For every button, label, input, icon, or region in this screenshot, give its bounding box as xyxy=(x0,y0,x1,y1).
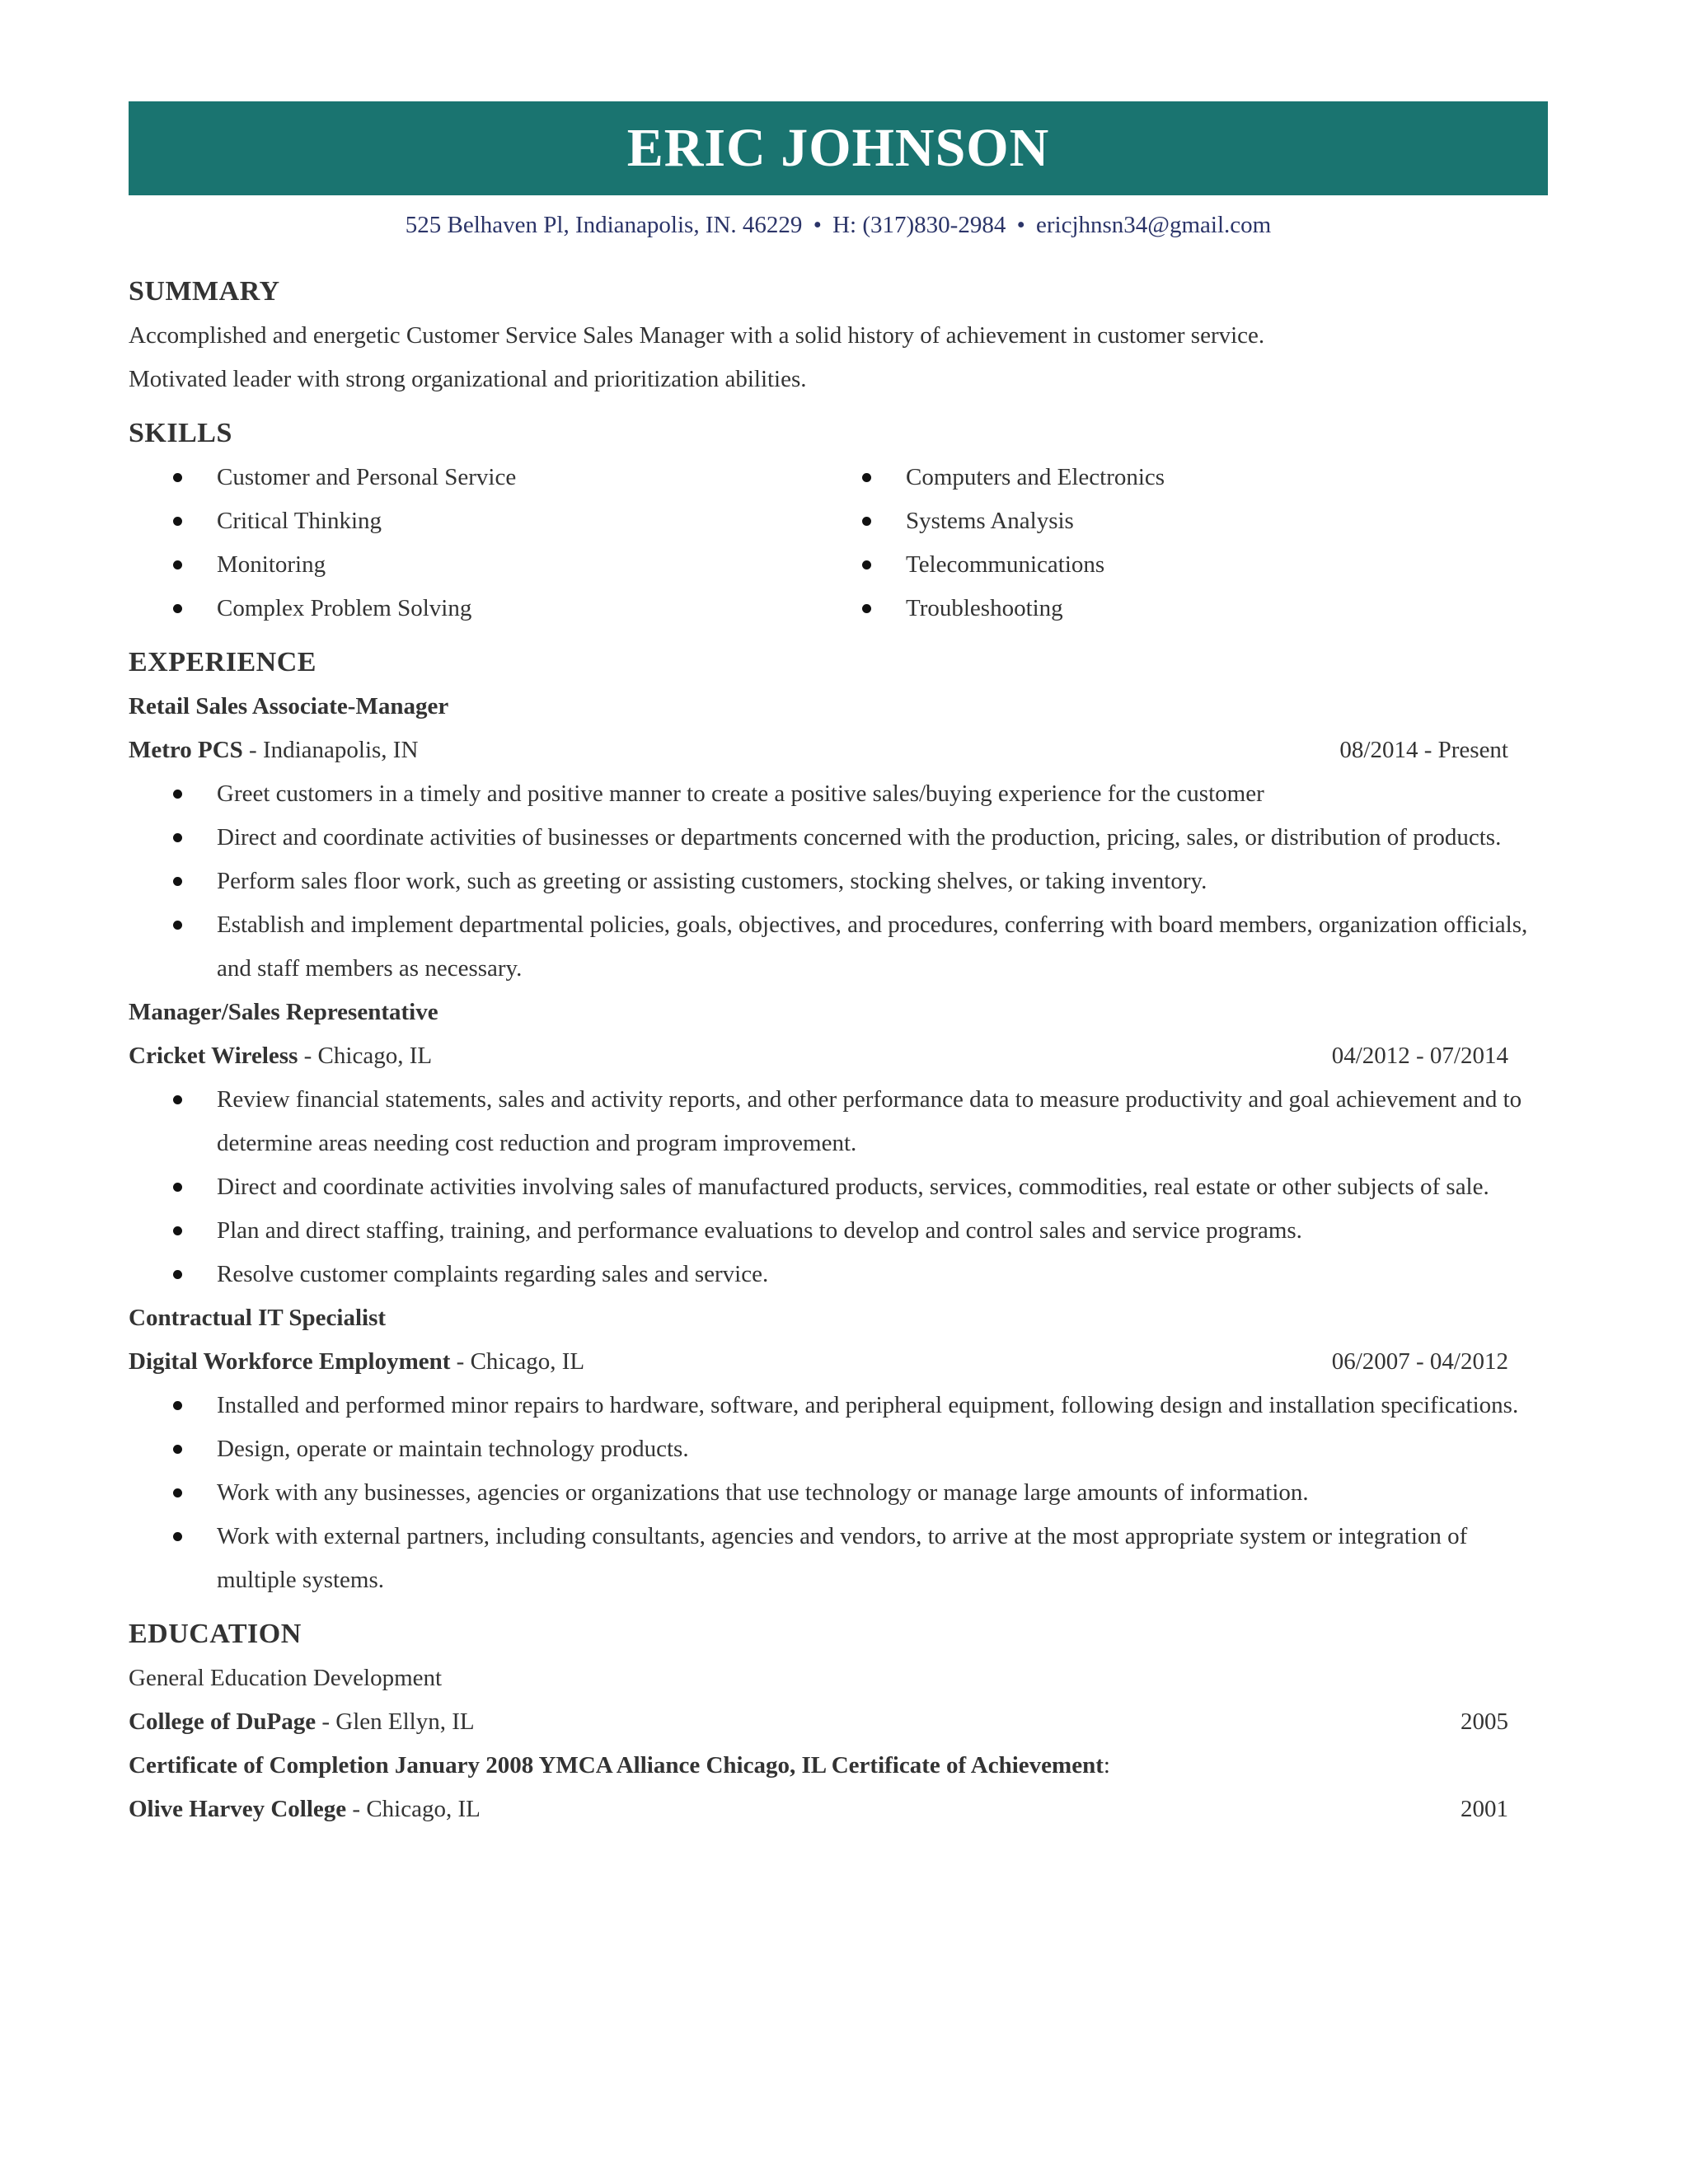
job-bullet: Greet customers in a timely and positive manner to create a positive sales/buying experience for the customer xyxy=(129,772,1548,816)
job-bullet: Plan and direct staffing, training, and performance evaluations to develop and control sales and service programs. xyxy=(129,1209,1548,1253)
skill-item: Critical Thinking xyxy=(129,499,818,543)
job-company: Cricket Wireless xyxy=(129,1043,298,1069)
job-bullet: Perform sales floor work, such as greeting or assisting customers, stocking shelves, or taking inventory. xyxy=(129,860,1548,903)
job-bullet: Installed and performed minor repairs to hardware, software, and peripheral equipment, following design and installation specifications. xyxy=(129,1384,1548,1427)
job-company-row xyxy=(129,1340,1508,1384)
candidate-name: ERIC JOHNSON xyxy=(626,118,1050,178)
skill-item: Computers and Electronics xyxy=(818,456,1507,499)
education-degree: General Education Development xyxy=(129,1665,443,1691)
education-year: 2001 xyxy=(1461,1796,1508,1822)
skill-item: Troubleshooting xyxy=(818,587,1507,630)
job-bullet: Establish and implement departmental policies, goals, objectives, and procedures, conferring with board members, organization officials, and staff members as necessary. xyxy=(129,903,1548,991)
job-location: - Chicago, IL xyxy=(298,1043,433,1069)
skills-list xyxy=(129,456,1548,630)
education-entry xyxy=(129,1744,1548,1831)
skill-item: Systems Analysis xyxy=(818,499,1507,543)
job-company: Metro PCS xyxy=(129,737,243,763)
job-dates: 06/2007 - 04/2012 xyxy=(1331,1348,1508,1375)
education-degree: Certificate of Completion January 2008 YMCA Alliance Chicago, IL Certificate of Achievement xyxy=(129,1752,1104,1779)
job-title: Retail Sales Associate-Manager xyxy=(129,693,449,719)
job-bullet: Work with external partners, including consultants, agencies and vendors, to arrive at the most appropriate system or integration of multiple systems. xyxy=(129,1515,1548,1602)
education-degree-suffix: : xyxy=(1103,1752,1110,1779)
job-company-row xyxy=(129,729,1508,772)
job-location: - Chicago, IL xyxy=(450,1348,585,1375)
job-entry xyxy=(129,685,1548,991)
job-entry xyxy=(129,1296,1548,1602)
skills-heading: SKILLS xyxy=(129,418,232,448)
summary-line: Accomplished and energetic Customer Service Sales Manager with a solid history of achievement in customer service. xyxy=(129,322,1265,349)
skills-column-left xyxy=(129,456,818,630)
name-banner xyxy=(129,101,1548,195)
skill-item: Complex Problem Solving xyxy=(129,587,818,630)
education-year: 2005 xyxy=(1461,1708,1508,1735)
summary-heading: SUMMARY xyxy=(129,276,280,307)
summary-section xyxy=(129,276,1548,401)
job-company-row xyxy=(129,1034,1508,1078)
job-bullet: Direct and coordinate activities of businesses or departments concerned with the production, pricing, sales, or distribution of products. xyxy=(129,816,1548,860)
education-school: Olive Harvey College xyxy=(129,1796,347,1822)
job-bullet: Direct and coordinate activities involving sales of manufactured products, services, commodities, real estate or other subjects of sale. xyxy=(129,1165,1548,1209)
job-bullet: Design, operate or maintain technology products. xyxy=(129,1427,1548,1471)
education-location: - Chicago, IL xyxy=(346,1796,481,1822)
skill-item: Monitoring xyxy=(129,543,818,587)
job-location: - Indianapolis, IN xyxy=(242,737,419,763)
job-company: Digital Workforce Employment xyxy=(129,1348,451,1375)
summary-line: Motivated leader with strong organizational and prioritization abilities. xyxy=(129,366,807,392)
job-dates: 08/2014 - Present xyxy=(1339,737,1508,763)
job-bullet: Resolve customer complaints regarding sales and service. xyxy=(129,1253,1548,1296)
job-title: Manager/Sales Representative xyxy=(129,999,438,1025)
contact-separator: • xyxy=(1016,212,1025,238)
contact-phone: H: (317)830-2984 xyxy=(832,212,1006,238)
job-title: Contractual IT Specialist xyxy=(129,1305,387,1331)
skills-column-right xyxy=(818,456,1507,630)
resume-page xyxy=(129,101,1548,1831)
contact-address: 525 Belhaven Pl, Indianapolis, IN. 46229 xyxy=(405,212,803,238)
contact-email: ericjhnsn34@gmail.com xyxy=(1035,212,1272,238)
skills-section xyxy=(129,418,1548,630)
job-bullets xyxy=(129,772,1548,991)
job-dates: 04/2012 - 07/2014 xyxy=(1331,1043,1508,1069)
experience-heading: EXPERIENCE xyxy=(129,647,316,677)
contact-separator: • xyxy=(813,212,822,238)
skill-item: Customer and Personal Service xyxy=(129,456,818,499)
job-bullets xyxy=(129,1384,1548,1602)
job-bullet: Review financial statements, sales and activity reports, and other performance data to measure productivity and goal achievement and to determine areas needing cost reduction and program improvement. xyxy=(129,1078,1548,1165)
education-entry xyxy=(129,1657,1548,1744)
skill-item: Telecommunications xyxy=(818,543,1507,587)
education-school: College of DuPage xyxy=(129,1708,316,1735)
experience-section xyxy=(129,647,1548,1602)
job-entry xyxy=(129,991,1548,1296)
education-section xyxy=(129,1619,1548,1831)
contact-line xyxy=(129,210,1548,240)
education-school-row xyxy=(129,1700,1508,1744)
job-bullet: Work with any businesses, agencies or organizations that use technology or manage large amounts of information. xyxy=(129,1471,1548,1515)
education-school-row xyxy=(129,1788,1508,1831)
job-bullets xyxy=(129,1078,1548,1296)
education-heading: EDUCATION xyxy=(129,1619,302,1649)
education-degree-row xyxy=(129,1744,1548,1788)
education-location: - Glen Ellyn, IL xyxy=(316,1708,475,1735)
